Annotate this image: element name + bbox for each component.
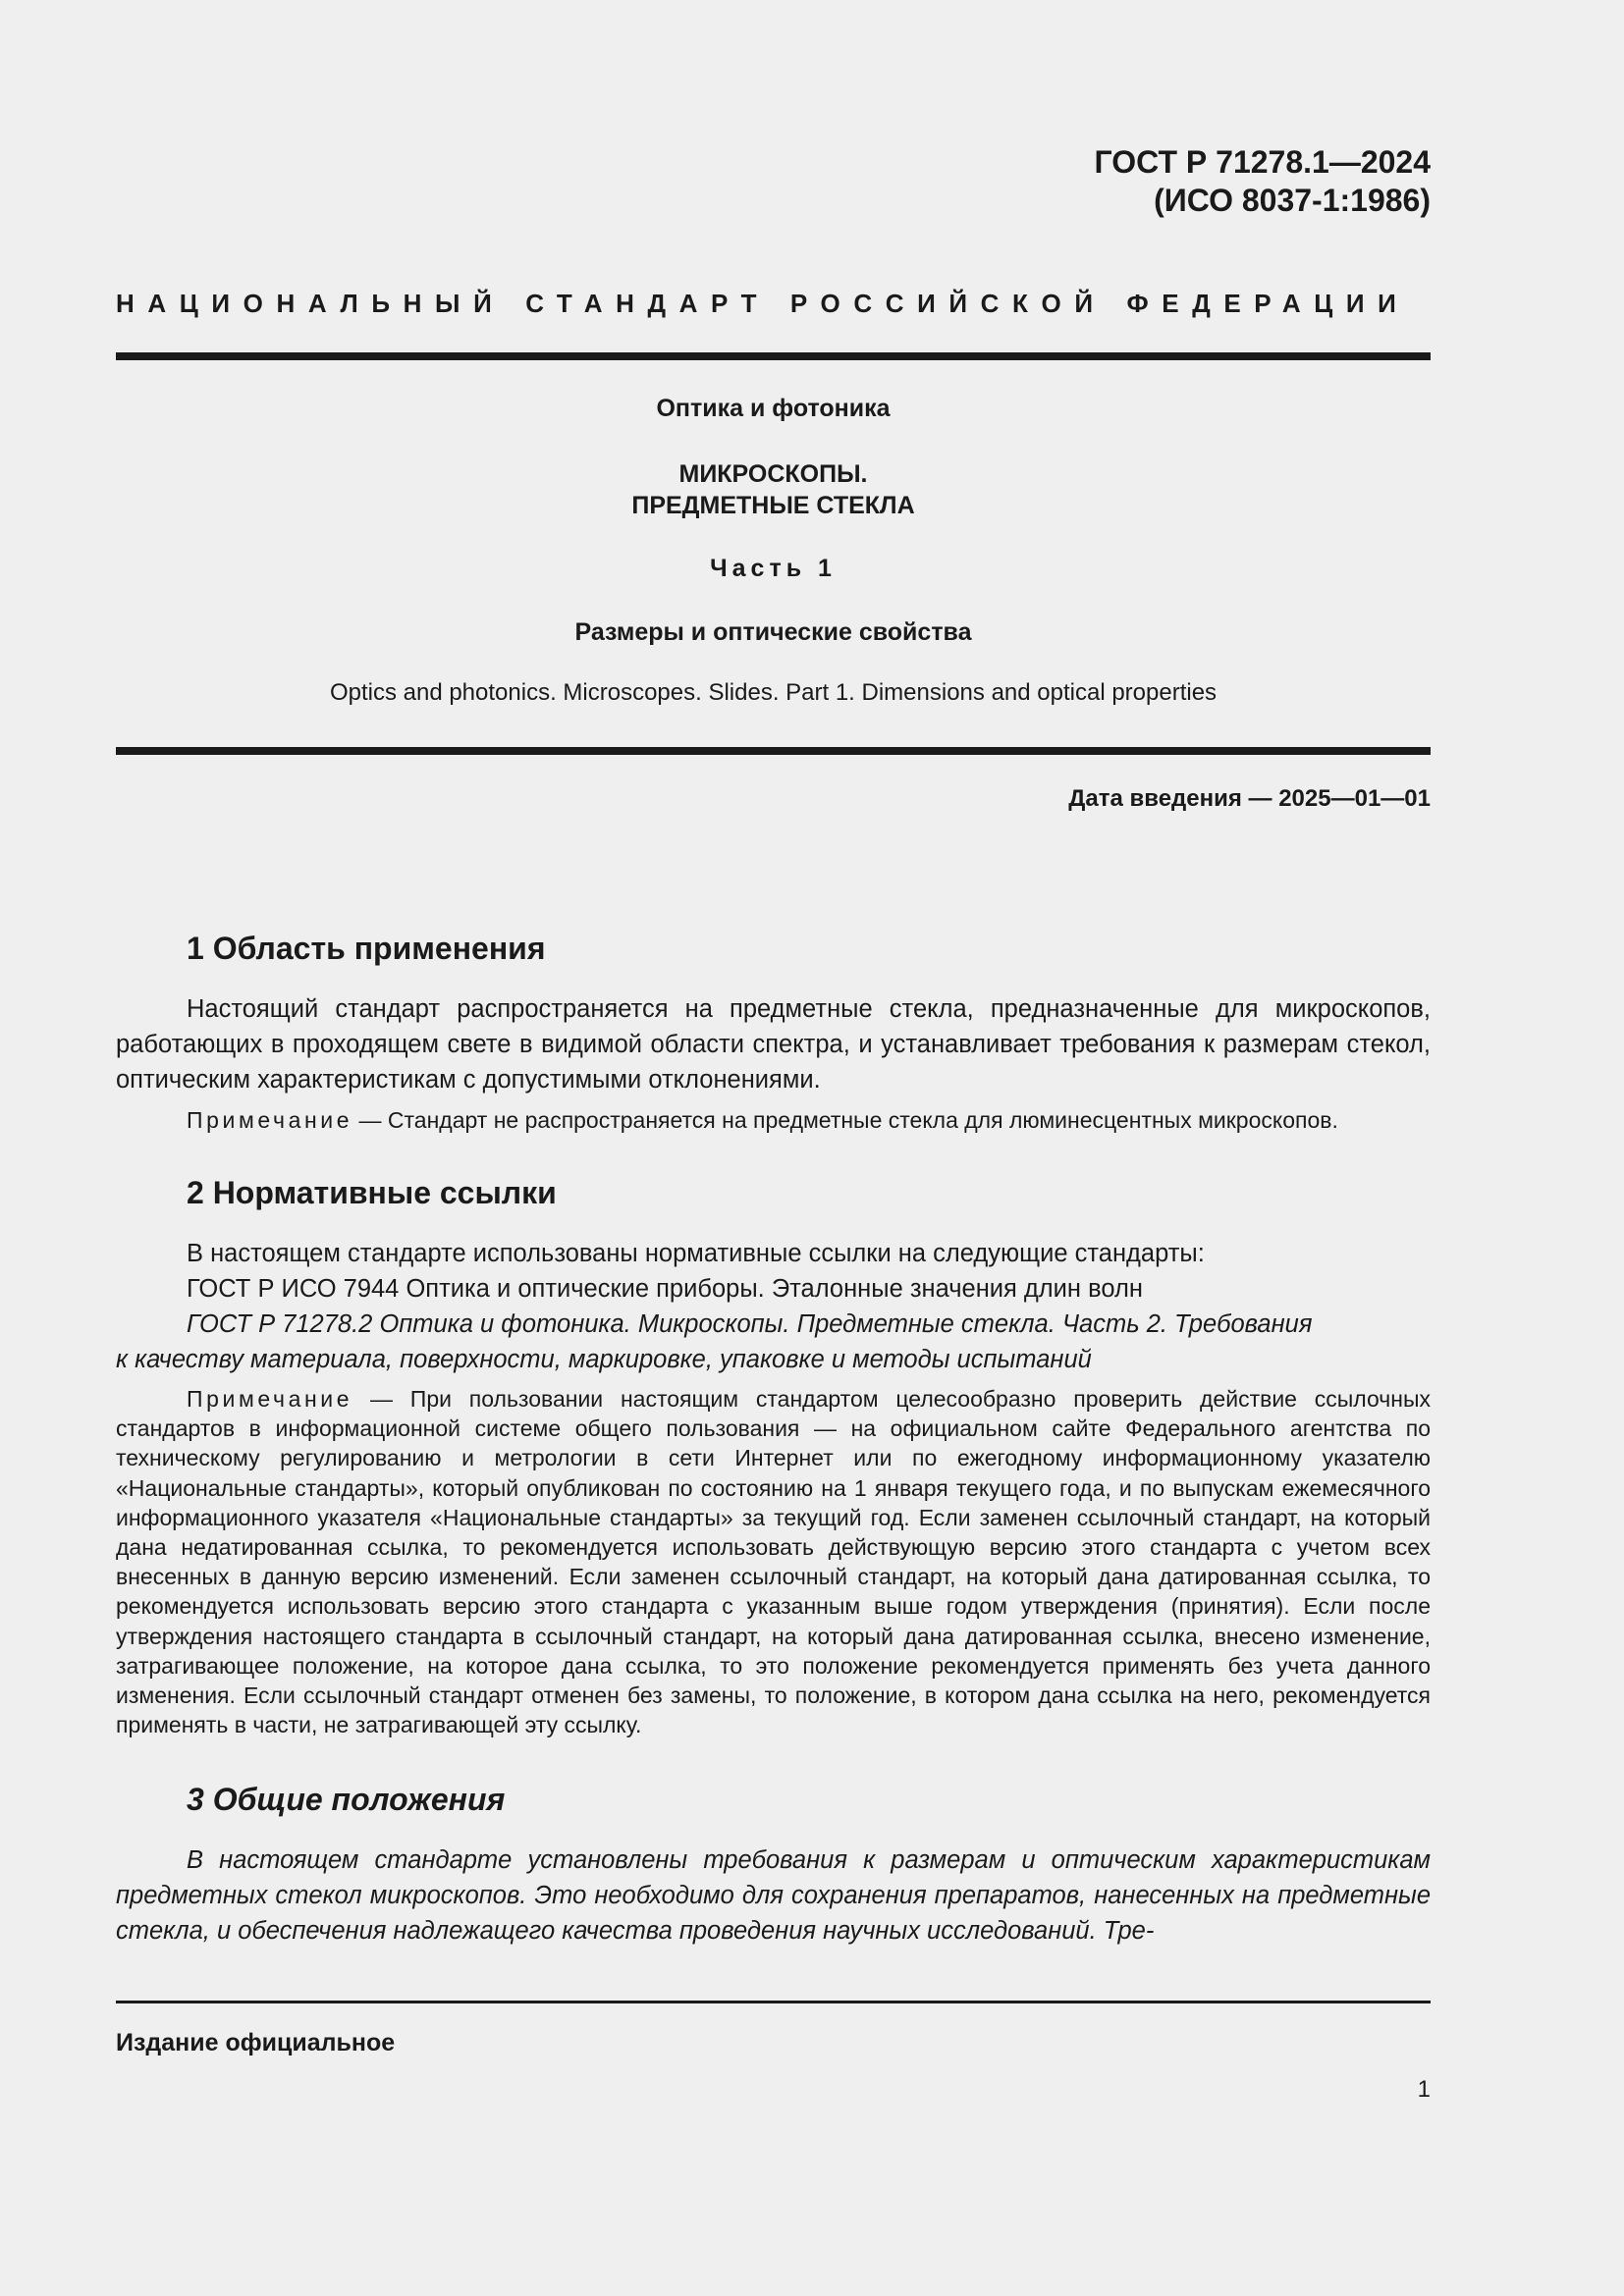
title-bottom-rule [116,747,1431,755]
top-rule [116,352,1431,360]
section2-note: Примечание — При пользовании настоящим стандартом целесообразно проверить действие ссылочных стандартов в информационной системе общего пользования — на официальном сайте Федерального агентства по техническому регулированию и метрологии в сети Интернет или по ежегодному информационному указателю «Национальные стандарты», который опубликован по состоянию на 1 января текущего года, и по выпускам ежемесячного информационного указателя «Национальные стандарты» за текущий год. Если заменен ссылочный стандарт, на который дана недатированная ссылка, то рекомендуется использовать действующую версию этого стандарта с учетом всех внесенных в данную версию изменений. Если заменен ссылочный стандарт, на который дана датированная ссылка, то рекомендуется использовать версию этого стандарта с указанным выше годом утверждения (принятия). Если после утверждения настоящего стандарта в ссылочный стандарт, на который дана датированная ссылка, внесено изменение, затрагивающее положение, на которое дана ссылка, то это положение рекомендуется применять без учета данного изменения. Если ссылочный стандарт отменен без замены, то положение, в котором дана ссылка на него, рекомендуется применять в части, не затрагивающей эту ссылку. [116,1386,1431,1738]
designation-line2: (ИСО 8037-1:1986) [1154,183,1431,218]
title-subtitle: Размеры и оптические свойства [574,618,972,646]
title-main-line1: МИКРОСКОПЫ. [678,460,868,488]
section1-heading: 1 Область применения [187,931,546,966]
title-main [116,458,1431,521]
note-label: Примечание [187,1386,353,1412]
standard-designation [116,143,1431,220]
page-number: 1 [1417,2076,1431,2103]
official-edition-label: Издание официальное [116,2029,396,2056]
note-label: Примечание [187,1107,353,1133]
section3-heading: 3 Общие положения [187,1782,506,1817]
title-main-line2: ПРЕДМЕТНЫЕ СТЕКЛА [631,492,915,519]
designation-line1: ГОСТ Р 71278.1—2024 [1094,144,1431,180]
section1-paragraph: Настоящий стандарт распространяется на предметные стекла, предназначенные для микроскопов, работающих в проходящем свете в видимой области спектра, и устанавливает требования к размерам стекол, оптическим характеристикам с допустимыми отклонениями. [116,995,1431,1094]
section2-heading: 2 Нормативные ссылки [187,1175,557,1210]
reference-gost-71278-2-cont: к качеству материала, поверхности, маркировке, упаковке и методы испытаний [116,1346,1092,1373]
national-standard-heading: НАЦИОНАЛЬНЫЙ СТАНДАРТ РОССИЙСКОЙ ФЕДЕРАЦИИ [116,289,1410,318]
title-english: Optics and photonics. Microscopes. Slides. Part 1. Dimensions and optical properties [329,679,1218,706]
date-of-introduction: Дата введения — 2025—01—01 [1068,785,1431,812]
section1-note: Примечание — Стандарт не распространяется на предметные стекла для люминесцентных микроскопов. [187,1107,1338,1133]
title-group: Оптика и фотоника [656,395,891,422]
reference-gost-7944: ГОСТ Р ИСО 7944 Оптика и оптические приборы. Эталонные значения длин волн [187,1275,1143,1303]
section2-references [116,1236,1431,1377]
title-part: Часть 1 [710,555,837,582]
reference-gost-71278-2: ГОСТ Р 71278.2 Оптика и фотоника. Микроскопы. Предметные стекла. Часть 2. Требования [187,1310,1313,1338]
references-intro: В настоящем стандарте использованы нормативные ссылки на следующие стандарты: [187,1240,1205,1267]
footer-rule [116,2001,1431,2003]
section3-paragraph: В настоящем стандарте установлены требования к размерам и оптическим характеристикам предметных стекол микроскопов. Это необходимо для сохранения препаратов, нанесенных на предметные стекла, и обеспечения надлежащего качества проведения научных исследований. Тре- [116,1846,1431,1945]
